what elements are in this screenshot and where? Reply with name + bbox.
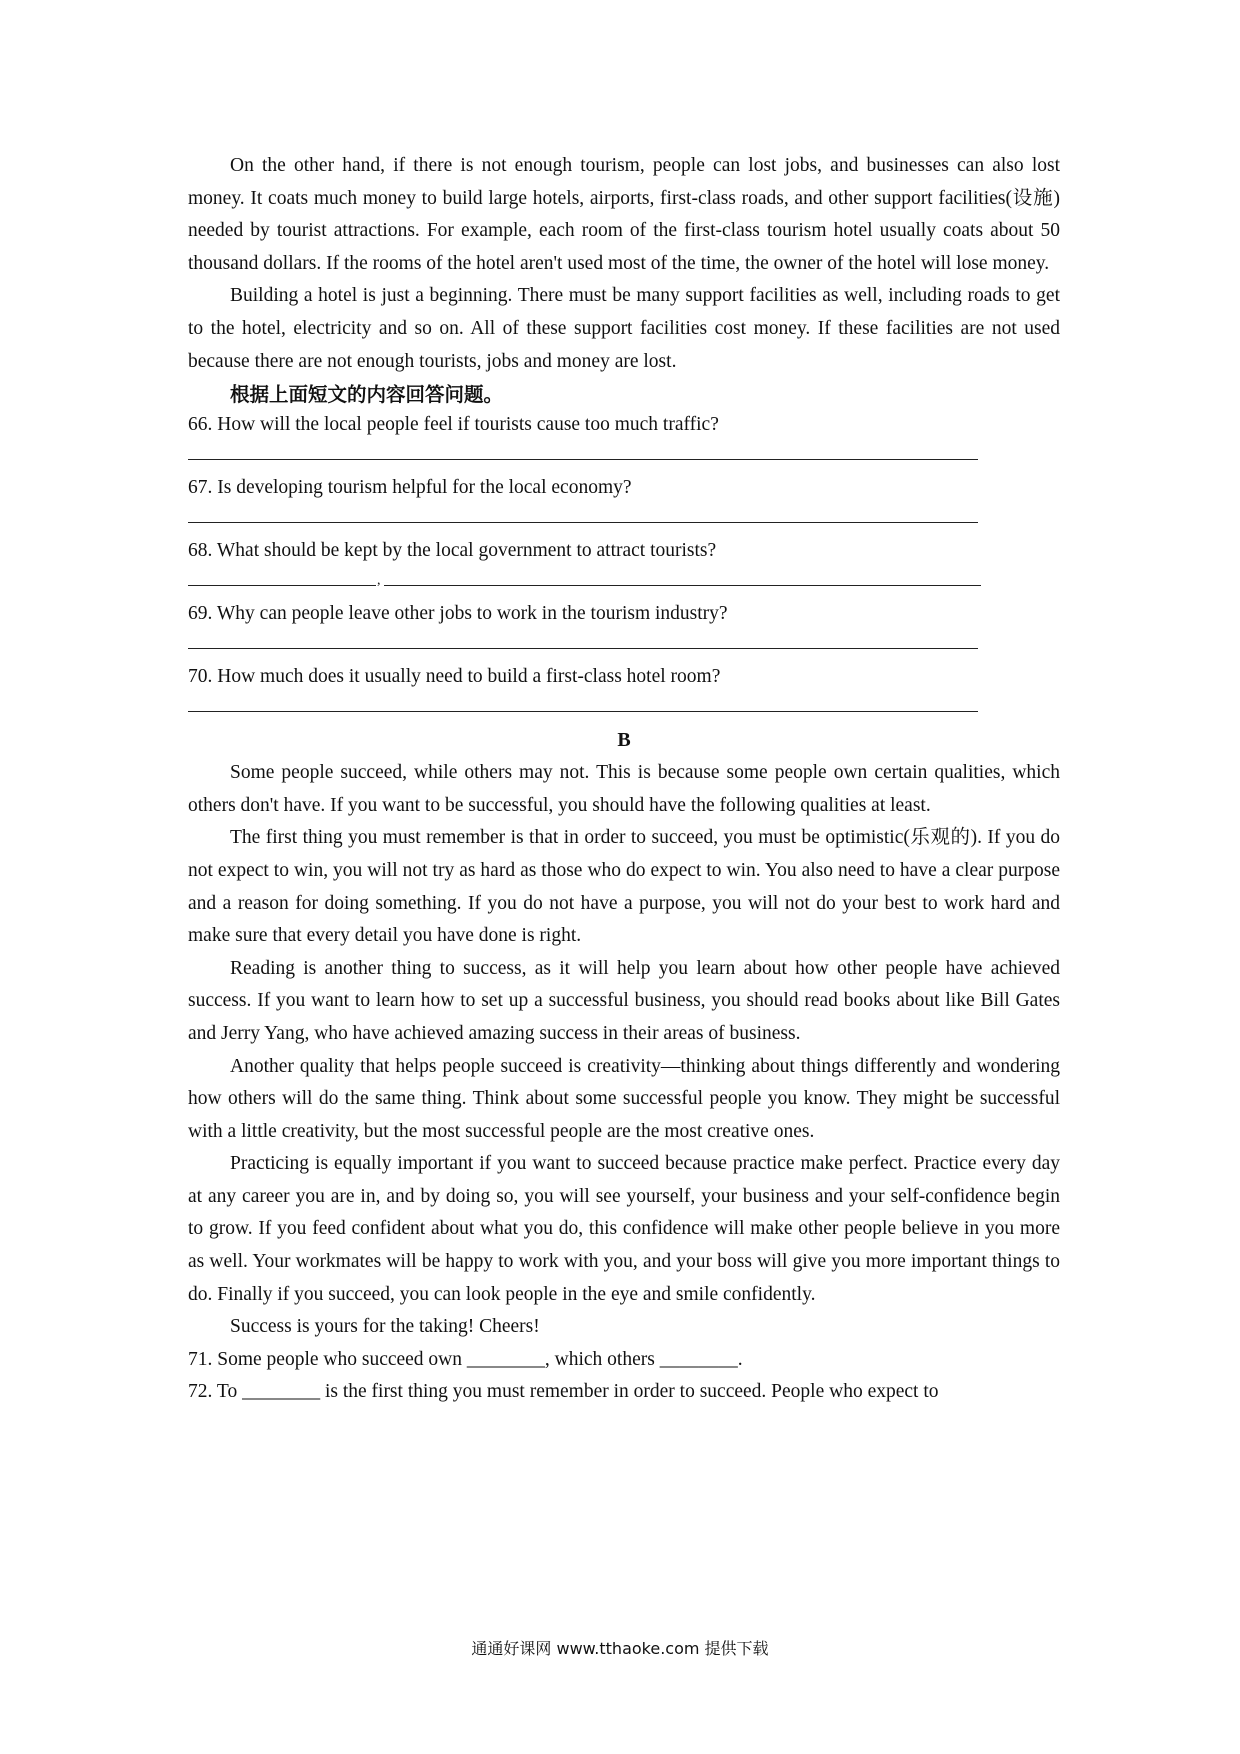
question-71: 71. Some people who succeed own ________, which others ________.	[188, 1348, 743, 1370]
answer-line-68-part1	[188, 585, 376, 586]
question-70: 70. How much does it usually need to build a first-class hotel room?	[188, 666, 721, 688]
answer-line-67	[188, 522, 978, 523]
question-72: 72. To ________ is the first thing you must remember in order to succeed. People who expect to	[188, 1381, 939, 1403]
paragraph-b-creativity: Another quality that helps people succeed is creativity—thinking about things differently and wondering how others will do the same thing. Think about some successful people you know. They might be successful with a little creativity, but the most successful people are the most creative ones.	[188, 1055, 1060, 1142]
page-footer: 通通好课网 www.tthaoke.com 提供下载	[471, 1639, 769, 1658]
paragraph-tourism-costs: On the other hand, if there is not enough tourism, people can lost jobs, and businesses can also lost money. It coats much money to build large hotels, airports, first-class roads, and other support facilities(设施) needed by tourist attractions. For example, each room of the first-class tourism hotel usually coats about 50 thousand dollars. If the rooms of the hotel aren't used most of the time, the owner of the hotel will lose money.	[188, 155, 1060, 274]
paragraph-b-practicing: Practicing is equally important if you want to succeed because practice make perfect. Practice every day at any career you are in, and by doing so, you will see yourself, your business and your self-confidence begin to grow. If you feed confident about what you do, this confidence will make other people believe in you more as well. Your workmates will be happy to work with you, and your boss will give you more important things to do. Finally if you succeed, you can look people in the eye and smile confidently.	[188, 1153, 1060, 1305]
paragraph-b-optimistic: The first thing you must remember is that in order to succeed, you must be optimistic(乐观的). If you do not expect to win, you will not try as hard as those who do expect to win. You also need to have a clear purpose and a reason for doing something. If you do not have a purpose, you will not do your best to work hard and make sure that every detail you have done is right.	[188, 827, 1060, 947]
question-67: 67. Is developing tourism helpful for the local economy?	[188, 477, 632, 499]
answer-line-70	[188, 711, 978, 712]
section-title-b: B	[617, 729, 631, 752]
answer-line-69	[188, 648, 978, 649]
paragraph-b-cheers: Success is yours for the taking! Cheers!	[230, 1316, 540, 1338]
question-68: 68. What should be kept by the local government to attract tourists?	[188, 540, 717, 562]
paragraph-support-facilities: Building a hotel is just a beginning. There must be many support facilities as well, including roads to get to the hotel, electricity and so on. All of these support facilities cost money. If these facilities are not used because there are not enough tourists, jobs and money are lost.	[188, 285, 1060, 372]
instruction-text: 根据上面短文的内容回答问题。	[230, 383, 504, 407]
document-page	[188, 150, 1060, 1409]
answer-line-68	[188, 573, 981, 589]
question-66: 66. How will the local people feel if tourists cause too much traffic?	[188, 414, 719, 436]
answer-line-68-part2	[384, 585, 981, 586]
paragraph-b-reading: Reading is another thing to success, as it will help you learn about how other people have achieved success. If you want to learn how to set up a successful business, you should read books about like Bill Gates and Jerry Yang, who have achieved amazing success in their areas of business.	[188, 957, 1060, 1044]
paragraph-b-intro: Some people succeed, while others may not. This is because some people own certain qualities, which others don't have. If you want to be successful, you should have the following qualities at least.	[188, 762, 1060, 816]
answer-line-68-comma: ,	[377, 573, 381, 589]
answer-line-66	[188, 459, 978, 460]
question-69: 69. Why can people leave other jobs to work in the tourism industry?	[188, 603, 728, 625]
